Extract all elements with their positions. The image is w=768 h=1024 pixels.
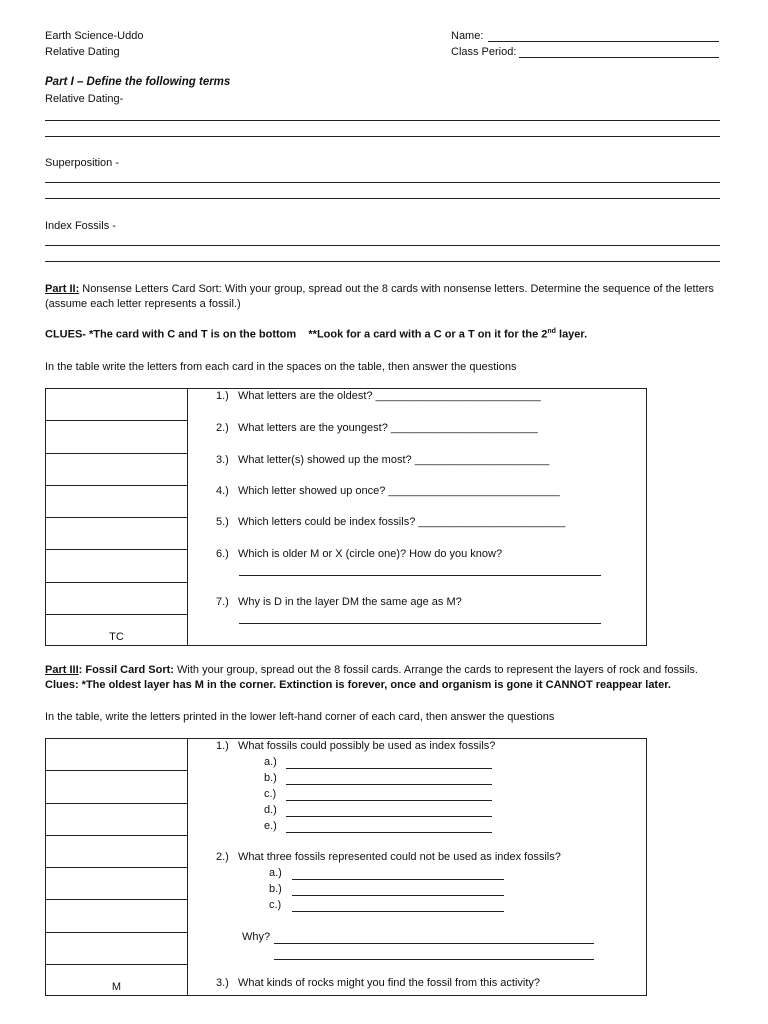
list-item: c.) [269,899,282,911]
layer-cell[interactable] [46,453,188,485]
answer-line[interactable] [45,120,720,121]
answer-line[interactable] [292,911,504,912]
answer-line[interactable] [286,768,492,769]
part2-table [45,388,647,646]
question-2: 2.) What three fossils represented could not be used as index fossils? [216,851,561,863]
list-item: b.) [269,883,282,895]
layer-cell-bottom[interactable]: M [46,964,188,995]
layer-cell[interactable] [46,389,188,421]
answer-line[interactable] [274,943,594,944]
answer-line[interactable] [45,182,720,183]
answer-line[interactable] [292,895,504,896]
part2-questions-cell [188,389,647,646]
question-1: 1.) What fossils could possibly be used as index fossils? [216,740,496,752]
part2-intro [45,282,725,312]
layer-cell[interactable] [46,868,188,900]
topic-title: Relative Dating [45,46,120,58]
term-superposition: Superposition - [45,157,119,169]
answer-line[interactable] [239,623,601,624]
list-item: b.) [264,772,277,784]
layer-cell[interactable] [46,550,188,582]
term-relative-dating: Relative Dating- [45,93,124,105]
layer-cell[interactable] [46,771,188,803]
name-label: Name: [451,30,484,42]
part3-table [45,738,647,996]
layer-cell[interactable] [46,803,188,835]
answer-line[interactable] [292,879,504,880]
question-3: 3.) What kinds of rocks might you find the fossil from this activity? [216,977,541,989]
list-item: a.) [269,867,282,879]
class-period-label: Class Period: [451,46,517,58]
part2-clues [45,328,587,341]
layer-cell[interactable] [46,932,188,964]
part3-heading-rest: : Fossil Card Sort: [78,664,174,676]
class-period-field[interactable] [519,45,719,58]
term-index-fossils: Index Fossils - [45,220,116,232]
question-4: 4.) Which letter showed up once? ____________________________ [216,485,560,497]
clue-end: layer. [555,328,588,341]
layer-cell[interactable] [46,900,188,932]
part3-heading: Part III [45,664,79,676]
part3-intro-text: With your group, spread out the 8 fossil cards. Arrange the cards to represent the layers of rock and fossils. [173,664,698,676]
question-7: 7.) Why is D in the layer DM the same age as M? [216,596,462,608]
answer-line[interactable] [274,959,594,960]
list-item: c.) [264,788,277,800]
list-item: e.) [264,820,277,832]
clue-second-layer: **Look for a card with a C or a T on it for the 2 [308,328,548,341]
question-3: 3.) What letter(s) showed up the most? ______________________ [216,454,550,466]
answer-line[interactable] [286,832,492,833]
layer-cell-bottom[interactable]: TC [46,614,188,645]
answer-line[interactable] [45,245,720,246]
question-6: 6.) Which is older M or X (circle one)? How do you know? [216,548,503,560]
part1-title: Part I – Define the following terms [45,76,231,88]
answer-line[interactable] [45,261,720,262]
answer-line[interactable] [45,198,720,199]
layer-cell[interactable] [46,485,188,517]
name-field[interactable] [488,29,719,42]
part2-heading: Part II: [45,283,80,295]
layer-cell[interactable] [46,835,188,867]
answer-line[interactable] [286,784,492,785]
layer-cell[interactable] [46,421,188,453]
clue-bottom: CLUES- *The card with C and T is on the bottom [45,328,297,341]
part2-instruction: In the table write the letters from each card in the spaces on the table, then answer the questions [45,361,517,373]
part2-intro-text: Nonsense Letters Card Sort: With your group, spread out the 8 cards with nonsense letters. Determine the sequence of the letters (assume each letter represents a fossil.) [45,283,714,310]
list-item: a.) [264,756,277,768]
layer-cell[interactable] [46,739,188,771]
course-title: Earth Science-Uddo [45,30,144,42]
part3-instruction: In the table, write the letters printed in the lower left-hand corner of each card, then answer the questions [45,711,555,723]
why-label: Why? [242,931,271,943]
part3-clues: Clues: *The oldest layer has M in the corner. Extinction is forever, once and organism is gone it CANNOT reappear later. [45,679,671,691]
question-2: 2.) What letters are the youngest? ________________________ [216,422,538,434]
part3-questions-cell [188,739,647,996]
layer-cell[interactable] [46,518,188,550]
answer-line[interactable] [286,816,492,817]
answer-line[interactable] [45,136,720,137]
question-1: 1.) What letters are the oldest? ___________________________ [216,390,541,402]
question-5: 5.) Which letters could be index fossils? ________________________ [216,516,566,528]
answer-line[interactable] [286,800,492,801]
list-item: d.) [264,804,277,816]
clue-superscript: nd [547,328,556,335]
answer-line[interactable] [239,575,601,576]
part3-intro [45,664,698,676]
layer-cell[interactable] [46,582,188,614]
